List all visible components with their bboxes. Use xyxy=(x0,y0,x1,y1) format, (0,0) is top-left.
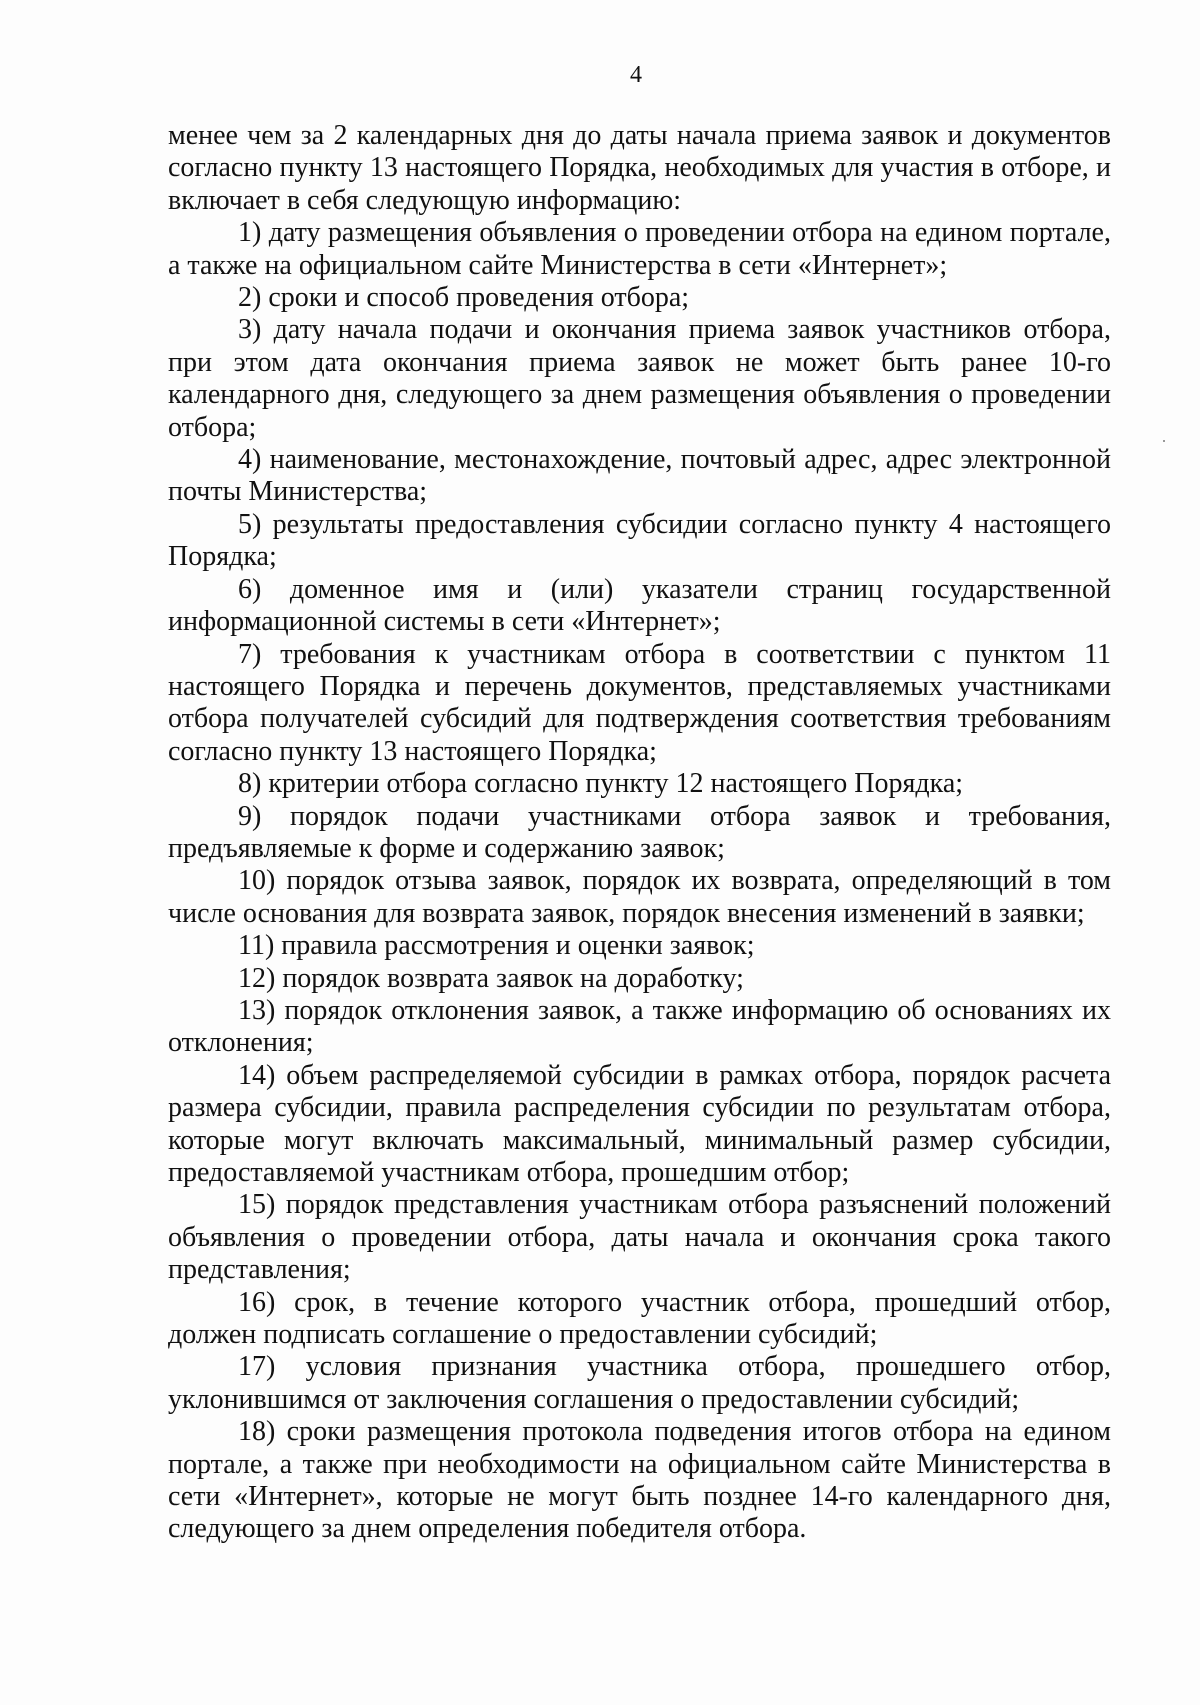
list-item-9: 9) порядок подачи участниками отбора заявок и требования, предъявляемые к форме и содержанию заявок; xyxy=(168,800,1111,864)
list-item-7: 7) требования к участникам отбора в соответствии с пунктом 11 настоящего Порядка и перечень документов, представляемых участниками отбора получателей субсидий для подтверждения соответствия требованиям согласно пункту 13 настоящего Порядка; xyxy=(168,638,1111,767)
list-item-4: 4) наименование, местонахождение, почтовый адрес, адрес электронной почты Министерства; xyxy=(168,444,1111,508)
list-item-15: 15) порядок представления участникам отбора разъяснений положений объявления о проведении отбора, даты начала и окончания срока такого представления; xyxy=(168,1189,1111,1286)
list-item-1: 1) дату размещения объявления о проведении отбора на едином портале, а также на официальном сайте Министерства в сети «Интернет»; xyxy=(168,217,1111,281)
list-item-13: 13) порядок отклонения заявок, а также информацию об основаниях их отклонения; xyxy=(168,994,1111,1059)
paragraph-intro: менее чем за 2 календарных дня до даты начала приема заявок и документов согласно пункту 13 настоящего Порядка, необходимых для участия в отборе, и включает в себя следующую информацию: xyxy=(168,120,1111,216)
list-item-14: 14) объем распределяемой субсидии в рамках отбора, порядок расчета размера субсидии, правила распределения субсидии по результатам отбора, которые могут включать максимальный, минимальный размер субсидии, предоставляемой участникам отбора, прошедшим отбор; xyxy=(168,1059,1111,1188)
list-item-11: 11) правила рассмотрения и оценки заявок; xyxy=(238,930,755,962)
list-item-17: 17) условия признания участника отбора, прошедшего отбор, уклонившимся от заключения соглашения о предоставлении субсидий; xyxy=(168,1351,1111,1415)
list-item-18: 18) сроки размещения протокола подведения итогов отбора на едином портале, а также при необходимости на официальном сайте Министерства в сети «Интернет», которые не могут быть позднее 14-го календарного дня, следующего за днем определения победителя отбора. xyxy=(168,1416,1111,1545)
list-item-12: 12) порядок возврата заявок на доработку; xyxy=(238,962,744,994)
list-item-5: 5) результаты предоставления субсидии согласно пункту 4 настоящего Порядка; xyxy=(168,508,1111,573)
document-body xyxy=(168,120,1111,1546)
list-item-2: 2) сроки и способ проведения отбора; xyxy=(238,282,690,314)
page-number: 4 xyxy=(630,62,642,88)
list-item-10: 10) порядок отзыва заявок, порядок их возврата, определяющий в том числе основания для возврата заявок, порядок внесения изменений в заявки; xyxy=(168,865,1111,929)
list-item-6: 6) доменное имя и (или) указатели страниц государственной информационной системы в сети «Интернет»; xyxy=(168,573,1111,638)
list-item-16: 16) срок, в течение которого участник отбора, прошедший отбор, должен подписать соглашение о предоставлении субсидий; xyxy=(168,1286,1111,1351)
list-item-8: 8) критерии отбора согласно пункту 12 настоящего Порядка; xyxy=(238,768,964,800)
scan-speck xyxy=(1163,440,1165,442)
list-item-3: 3) дату начала подачи и окончания приема заявок участников отбора, при этом дата окончания приема заявок не может быть ранее 10-го календарного дня, следующего за днем размещения объявления о проведении отбора; xyxy=(168,314,1111,443)
